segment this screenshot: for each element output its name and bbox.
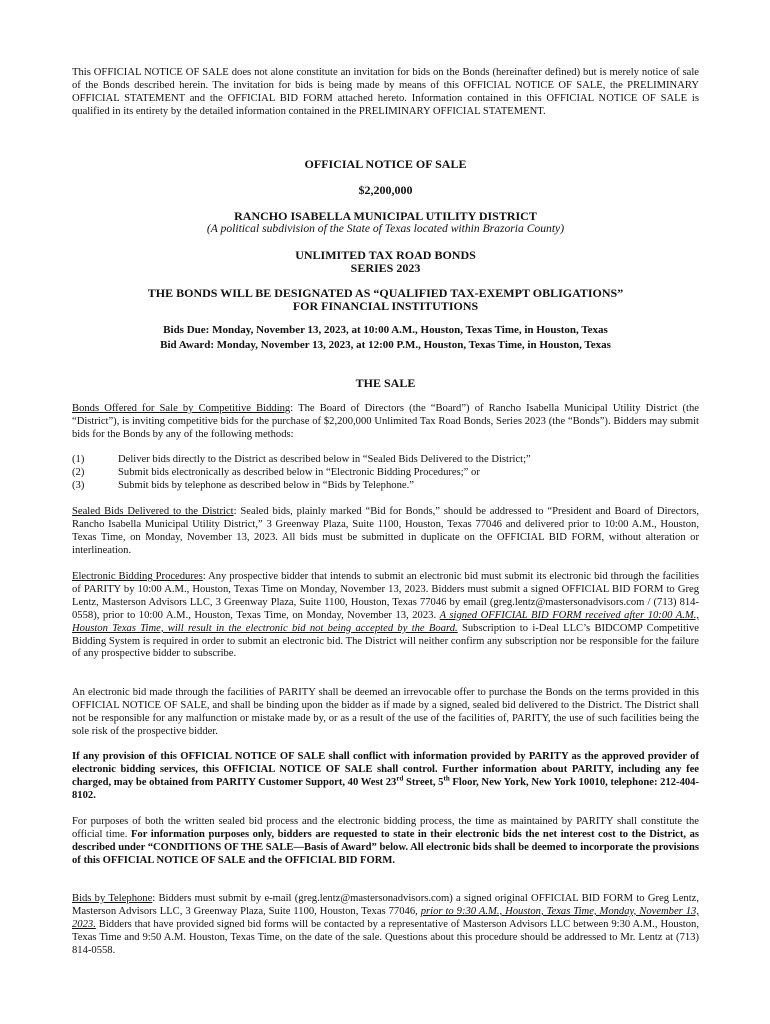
offered-paragraph (72, 403, 699, 442)
list-item-number: (2) (72, 467, 85, 478)
sealed-bids-text: : Sealed bids, plainly marked “Bid for Bonds,” should be addressed to “President and Board of Directors, Rancho Isabella Municipal Utility District,” 3 Greenway Plaza, Suite 1100, Houston, Texas 77046 and delivered prior to 10:00 A.M., Houston, Texas Time, on Monday, November 13, 2023. All bids must be submitted in duplicate on the OFFICIAL BID FORM, without alteration or interlineation. (72, 506, 700, 556)
list-item-text: Submit bids electronically as described below in “Electronic Bidding Procedures;” or (118, 467, 480, 478)
telephone-text: : Bidders must submit by e-mail (greg.lentz@mastersonadvisors.com) a signed original OFFICIAL BID FORM to Greg Lentz, Masterson Advisors LLC, 3 Greenway Plaza, Suite 1100, Houston, Texas 77046, (72, 893, 699, 917)
electronic-text: : Any prospective bidder that intends to submit an electronic bid must submit its electronic bid through the facilities of PARITY by 10:00 A.M., Houston, Texas Time on Monday, November 13, 2023. Bidders must submit a signed OFFICIAL BID FORM to Greg Lentz, Masterson Advisors LLC, 3 Greenway Plaza, Suite 1100, Houston, Texas 77046 by email (greg.lentz@mastersonadvisors.com / (713) 814-0558), prior to 10:00 A.M., Houston, Texas Time, on Monday, November 13, 2023. (72, 571, 699, 621)
bids-due: Bids Due: Monday, November 13, 2023, at 10:00 A.M., Houston, Texas Time, in Houston, Texas (163, 324, 608, 336)
list-item-text: Submit bids by telephone as described below in “Bids by Telephone.” (118, 480, 414, 491)
offered-text: : The Board of Directors (the “Board”) of Rancho Isabella Municipal Utility District (the “District”), is inviting competitive bids for the purchase of $2,200,000 Unlimited Tax Road Bonds, Series 2023 (the “Bonds”). Bidders may submit bids for the Bonds by any of the following methods: (72, 403, 699, 440)
sale-heading: THE SALE (355, 376, 416, 390)
issuer-subtitle: (A political subdivision of the State of Texas located within Brazoria County) (206, 222, 565, 235)
bond-amount: $2,200,000 (358, 183, 413, 197)
list-item-number: (3) (72, 480, 85, 491)
conflict-sup-th: th (443, 774, 450, 783)
issuer-name: RANCHO ISABELLA MUNICIPAL UTILITY DISTRICT (234, 209, 537, 223)
official-time-text: For purposes of both the written sealed bid process and the electronic bidding process, the time as maintained by PARITY shall constitute the official time. (72, 816, 699, 840)
bond-series: SERIES 2023 (350, 261, 421, 275)
sealed-bids-label: Sealed Bids Delivered to the District (72, 506, 234, 517)
electronic-paragraph (72, 571, 699, 661)
telephone-deadline: prior to 9:30 A.M., Houston, Texas Time, Monday, November 13, 2023. (72, 905, 699, 930)
telephone-tail: Bidders that have provided signed bid forms will be contacted by a representative of Masterson Advisors LLC between 9:30 A.M., Houston, Texas Time and 9:50 A.M. Houston, Texas Time, on the date of the sale. Questions about this procedure should be addressed to Mr. Lentz at (713) 814-0558. (72, 918, 699, 956)
bid-award: Bid Award: Monday, November 13, 2023, at 12:00 P.M., Houston, Texas Time, in Houston, Texas (160, 339, 611, 351)
conflict-end: Floor, New York, New York 10010, telephone: 212-404-8102. (72, 776, 699, 801)
electronic-tail: Subscription to i-Deal LLC’s BIDCOMP Competitive Bidding System is required in order to submit an electronic bid. The District will neither confirm any subscription nor be responsible for the failure of any prospective bidder to subscribe. (72, 622, 700, 660)
designation-line-2: FOR FINANCIAL INSTITUTIONS (292, 299, 479, 313)
telephone-paragraph (72, 893, 699, 958)
sealed-bids-paragraph (72, 506, 699, 558)
designation-line-1: THE BONDS WILL BE DESIGNATED AS “QUALIFIED TAX-EXEMPT OBLIGATIONS” (147, 286, 624, 300)
official-time-bold: For information purposes only, bidders are requested to state in their electronic bids the net interest cost to the District, as described under “CONDITIONS OF THE SALE—Basis of Award” below. All electronic bids shall be deemed to incorporate the provisions of this OFFICIAL NOTICE OF SALE and the OFFICIAL BID FORM. (72, 828, 699, 866)
list-item-number: (1) (72, 454, 85, 465)
notice-title: OFFICIAL NOTICE OF SALE (304, 157, 467, 171)
conflict-paragraph (72, 751, 699, 803)
irrevocable-paragraph: An electronic bid made through the facilities of PARITY shall be deemed an irrevocable offer to purchase the Bonds on the terms provided in this OFFICIAL NOTICE OF SALE, and shall be binding upon the bidder as if made by a signed, sealed bid delivered to the District. The District shall not be responsible for any malfunction or mistake made by, or as a result of the use of the facilities of, PARITY, the use of such facilities being the sole risk of the prospective bidder. (72, 687, 699, 737)
offered-label: Bonds Offered for Sale by Competitive Bidding (72, 403, 291, 414)
intro-paragraph: This OFFICIAL NOTICE OF SALE does not alone constitute an invitation for bids on the Bonds (hereinafter defined) but is merely notice of sale of the Bonds described herein. The invitation for bids is being made by means of this OFFICIAL NOTICE OF SALE, the PRELIMINARY OFFICIAL STATEMENT and the OFFICIAL BID FORM attached hereto. Information contained in this OFFICIAL NOTICE OF SALE is qualified in its entirety by the detailed information contained in the PRELIMINARY OFFICIAL STATEMENT. (72, 67, 699, 117)
electronic-label: Electronic Bidding Procedures (72, 571, 203, 582)
official-time-paragraph (72, 816, 699, 868)
telephone-label: Bids by Telephone (72, 893, 153, 904)
conflict-main: If any provision of this OFFICIAL NOTICE OF SALE shall conflict with information provided by PARITY as the approved provider of electronic bidding services, this OFFICIAL NOTICE OF SALE shall control. Further information about PARITY, including any fee charged, may be obtained from PARITY Customer Support, 40 West 23 (72, 751, 699, 788)
electronic-warning: A signed OFFICIAL BID FORM received after 10:00 A.M., Houston Texas Time, will result in the electronic bid not being accepted by the Board. (72, 609, 699, 634)
list-item-text: Deliver bids directly to the District as described below in “Sealed Bids Delivered to the District;” (118, 454, 531, 465)
conflict-sup-rd: rd (396, 774, 404, 783)
conflict-mid: Street, 5 (403, 776, 444, 788)
bond-type: UNLIMITED TAX ROAD BONDS (295, 248, 476, 262)
